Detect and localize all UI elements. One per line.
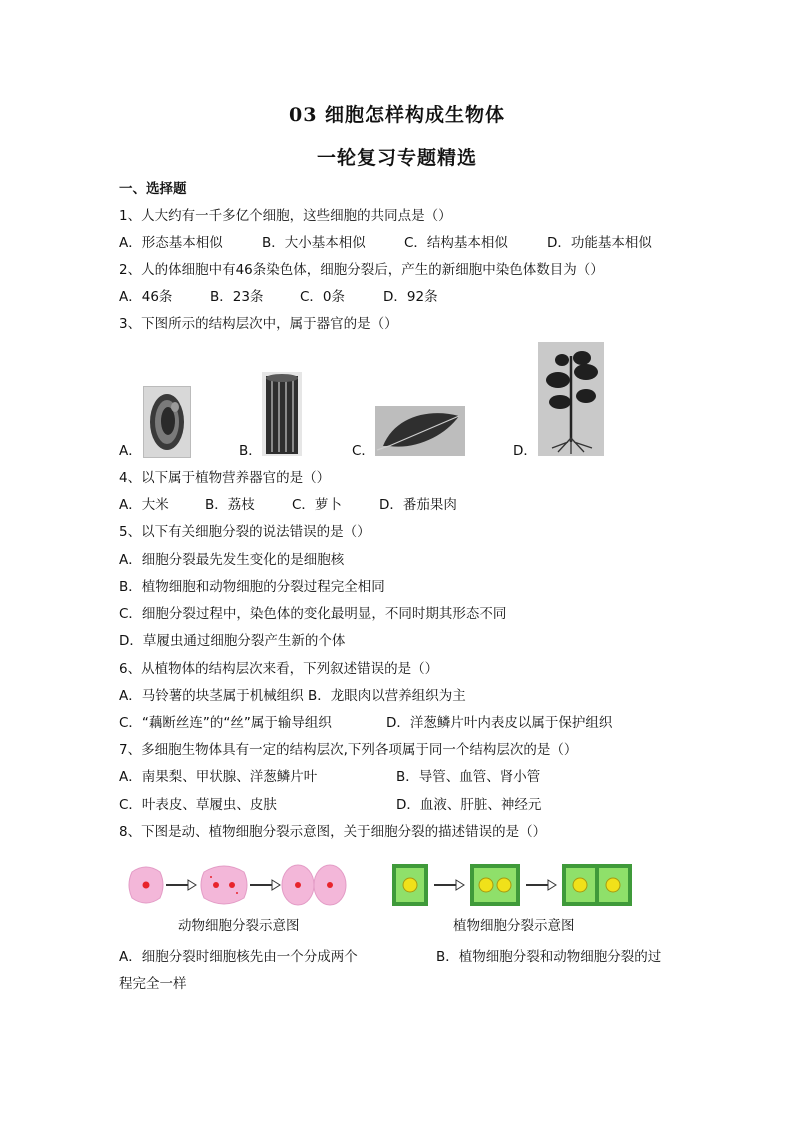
animal-cell-stage-1: [129, 867, 163, 903]
plant-diagram-caption: 植物细胞分裂示意图: [453, 918, 575, 934]
animal-cell-stage-2: [201, 866, 247, 904]
plant-cell-stage-2: [470, 864, 520, 906]
q1-option-d: D．功能基本相似: [547, 235, 652, 251]
q4-stem: 4、以下属于植物营养器官的是（）: [119, 470, 331, 486]
q5-option-d: D．草履虫通过细胞分裂产生新的个体: [119, 633, 346, 649]
animal-cell-division-diagram: [126, 860, 366, 910]
page-title: 03 细胞怎样构成生物体: [288, 104, 506, 126]
q5-option-a: A．细胞分裂最先发生变化的是细胞核: [119, 552, 345, 568]
arrow-icon: [166, 880, 196, 890]
q8-option-a: A．细胞分裂时细胞核先由一个分成两个: [119, 949, 358, 965]
leaf-image: [375, 406, 465, 456]
q7-option-c: C．叶表皮、草履虫、皮肤: [119, 797, 277, 813]
q3-option-b: B．: [239, 443, 262, 459]
plant-cell-stage-3: [562, 864, 632, 906]
q4-option-c: C．萝卜: [292, 497, 342, 513]
q1-option-a: A．形态基本相似: [119, 235, 223, 251]
q6-stem: 6、从植物体的结构层次来看，下列叙述错误的是（）: [119, 661, 439, 677]
q6-option-d: D．洋葱鳞片叶内表皮以属于保护组织: [386, 715, 613, 731]
q7-option-d: D．血液、肝脏、神经元: [396, 797, 542, 813]
q5-option-c: C．细胞分裂过程中，染色体的变化最明显，不同时期其形态不同: [119, 606, 507, 622]
q2-option-a: A．46条: [119, 289, 173, 305]
q7-option-b: B．导管、血管、肾小管: [396, 769, 541, 785]
q3-stem: 3、下图所示的结构层次中，属于器官的是（）: [119, 316, 398, 332]
plant-cell-stage-1: [392, 864, 428, 906]
q8-option-b-continued: 程完全一样: [119, 976, 187, 992]
q2-option-d: D．92条: [383, 289, 438, 305]
animal-cell-stage-3: [282, 865, 346, 905]
cell-image: [143, 386, 191, 458]
q4-option-a: A．大米: [119, 497, 169, 513]
q2-option-c: C．0条: [300, 289, 346, 305]
plant-image: [538, 342, 604, 456]
arrow-icon: [434, 880, 464, 890]
q6-option-ab: A．马铃薯的块茎属于机械组织 B．龙眼肉以营养组织为主: [119, 688, 466, 704]
q3-option-d: D．: [513, 443, 537, 459]
q7-stem: 7、多细胞生物体具有一定的结构层次,下列各项属于同一个结构层次的是（）: [119, 742, 578, 758]
q1-stem: 1、人大约有一千多亿个细胞，这些细胞的共同点是（）: [119, 208, 452, 224]
q6-option-c: C．“藕断丝连”的“丝”属于输导组织: [119, 715, 332, 731]
q8-option-b: B．植物细胞分裂和动物细胞分裂的过: [436, 949, 662, 965]
tissue-image: [262, 372, 302, 456]
q3-option-a: A．: [119, 443, 142, 459]
q7-option-a: A．南果梨、甲状腺、洋葱鳞片叶: [119, 769, 318, 785]
arrow-icon: [250, 880, 280, 890]
q4-option-b: B．荔枝: [205, 497, 255, 513]
q2-option-b: B．23条: [210, 289, 264, 305]
q5-option-b: B．植物细胞和动物细胞的分裂过程完全相同: [119, 579, 385, 595]
q3-option-c: C．: [352, 443, 375, 459]
q1-option-b: B．大小基本相似: [262, 235, 366, 251]
section-heading: 一、选择题: [119, 181, 187, 197]
q5-stem: 5、以下有关细胞分裂的说法错误的是（）: [119, 524, 371, 540]
plant-cell-division-diagram: [390, 860, 640, 910]
q4-option-d: D．番茄果肉: [379, 497, 457, 513]
q2-stem: 2、人的体细胞中有46条染色体，细胞分裂后，产生的新细胞中染色体数目为（）: [119, 262, 604, 278]
animal-diagram-caption: 动物细胞分裂示意图: [178, 918, 300, 934]
page-subtitle: 一轮复习专题精选: [316, 147, 477, 169]
arrow-icon: [526, 880, 556, 890]
q8-stem: 8、下图是动、植物细胞分裂示意图，关于细胞分裂的描述错误的是（）: [119, 824, 547, 840]
q1-option-c: C．结构基本相似: [404, 235, 508, 251]
